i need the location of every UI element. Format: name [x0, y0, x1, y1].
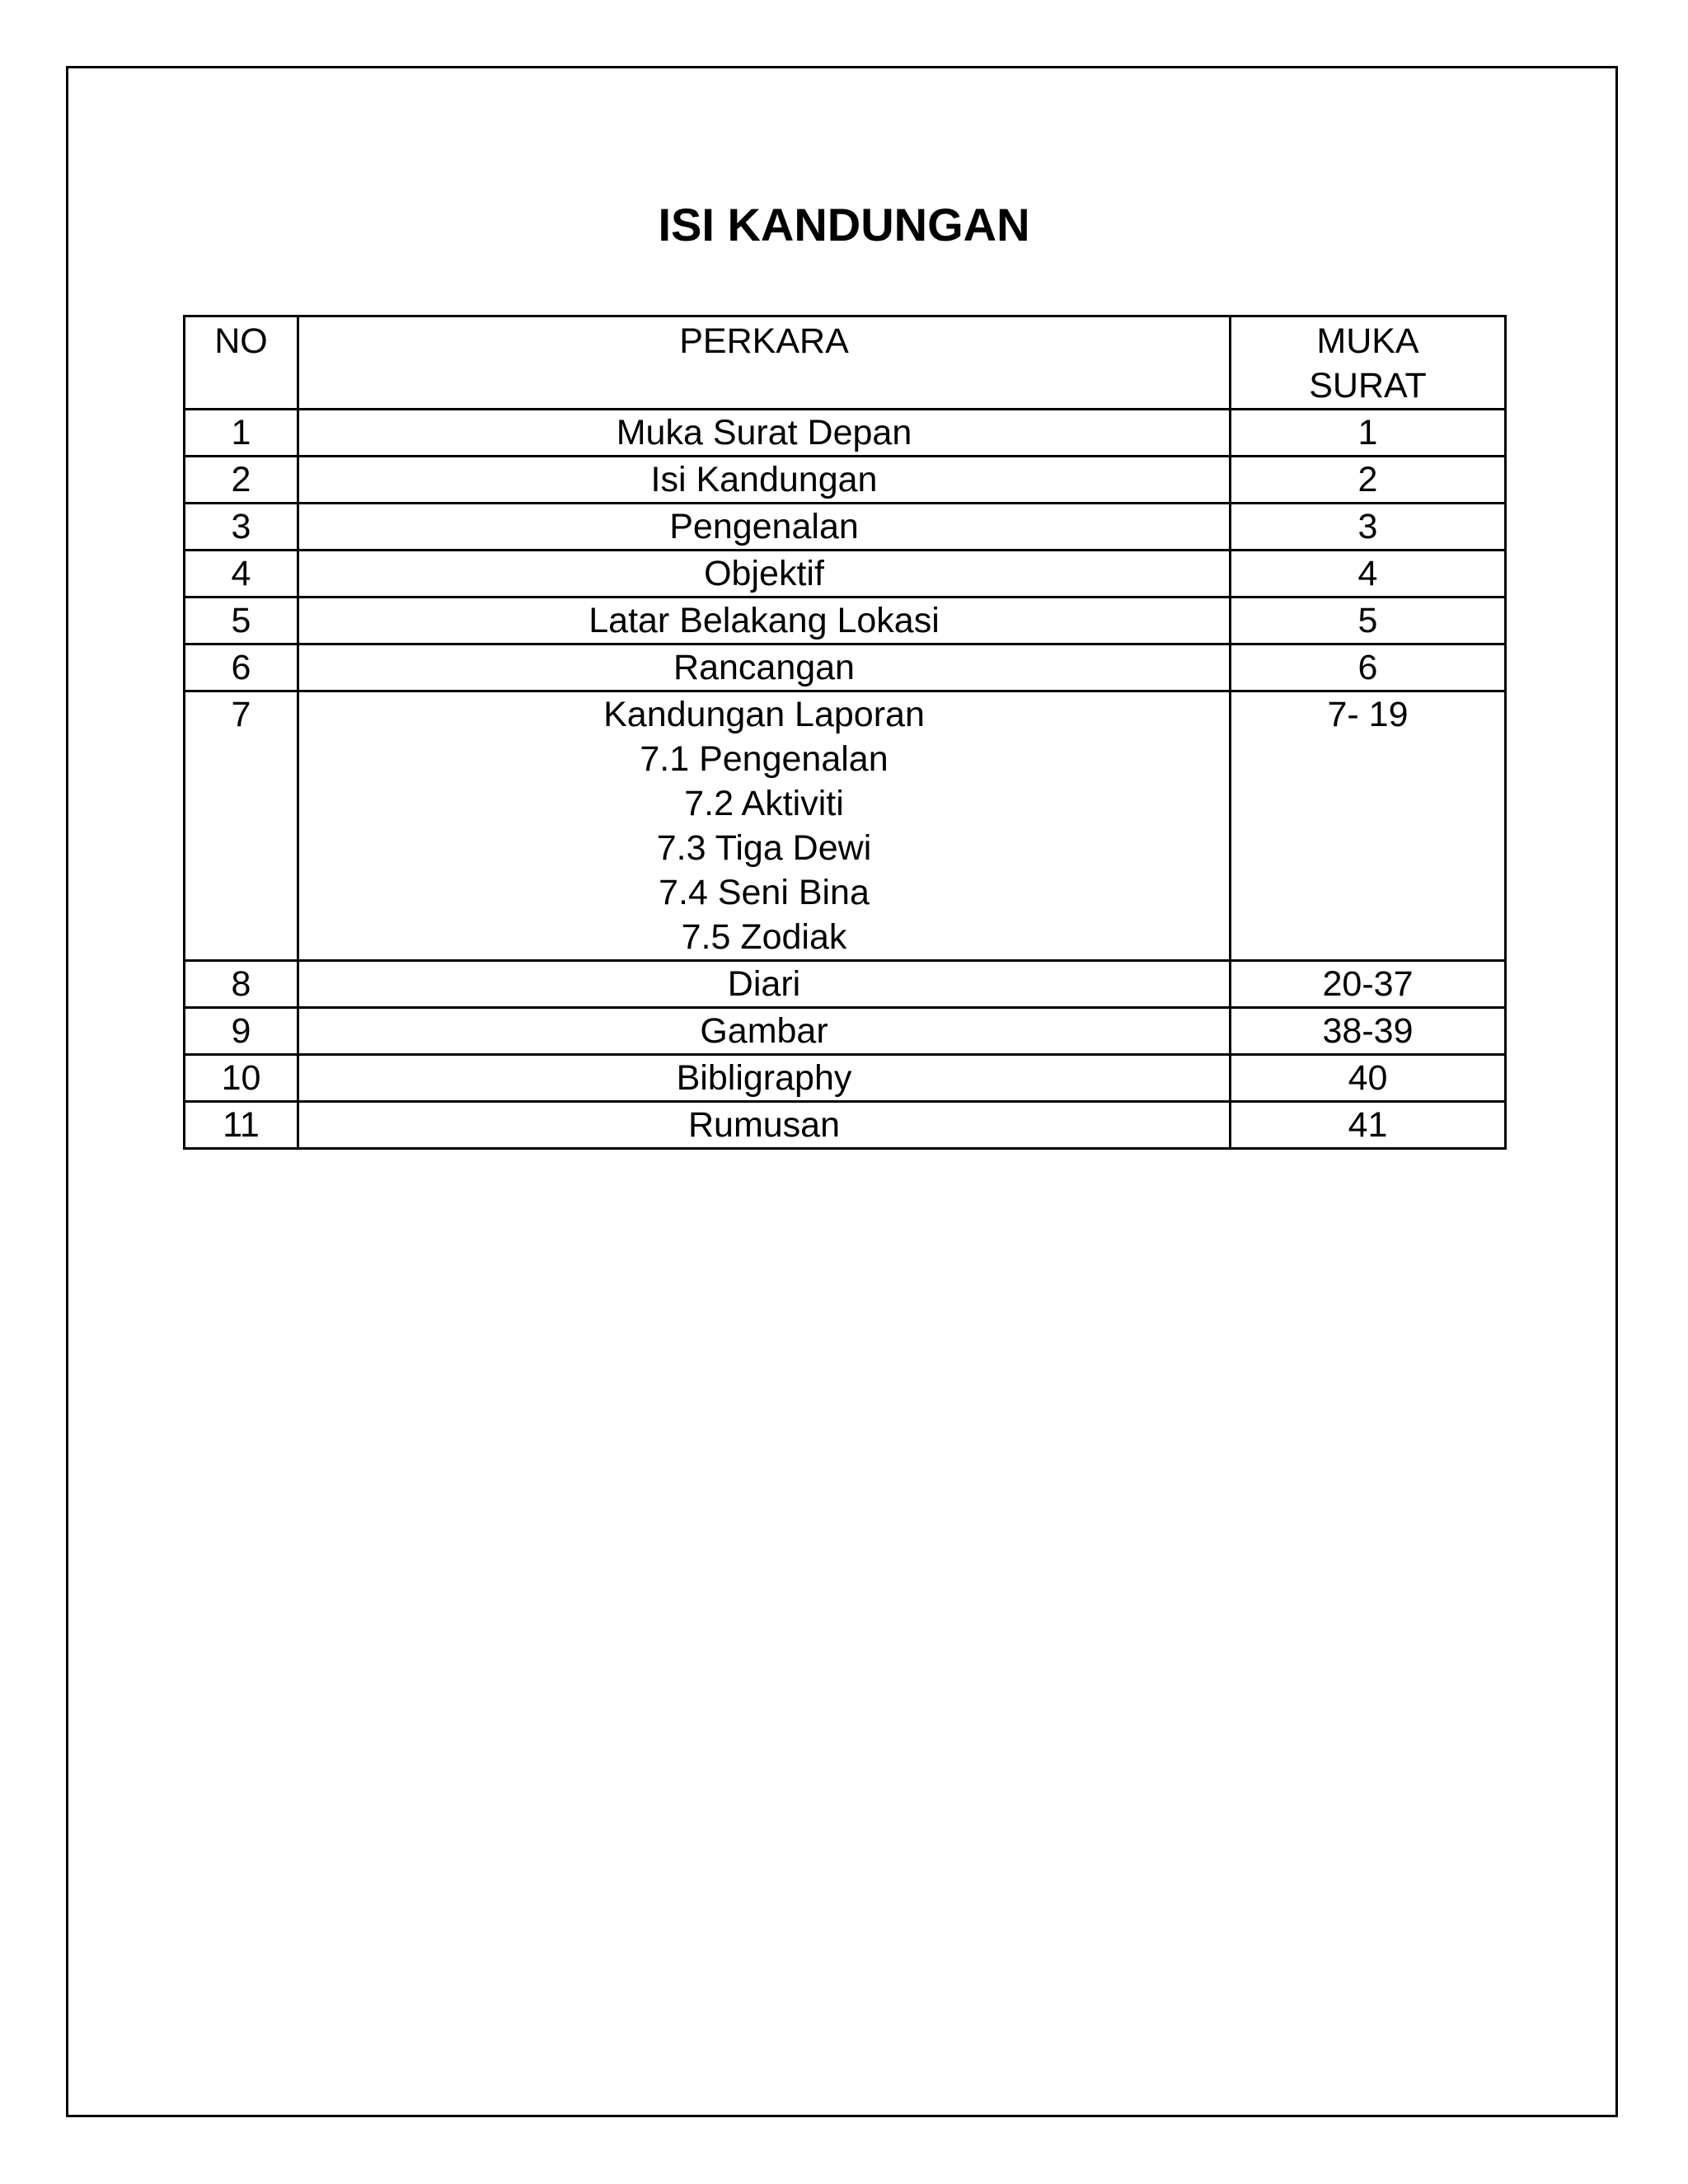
row-subitem: 7.1 Pengenalan	[640, 739, 889, 779]
row-item: Bibligraphy	[298, 1055, 1231, 1102]
row-item	[298, 691, 1231, 961]
table-row	[185, 410, 1506, 457]
row-item: Latar Belakang Lokasi	[298, 598, 1231, 644]
row-page: 2	[1231, 457, 1506, 504]
row-no: 8	[185, 961, 298, 1008]
table-row	[185, 691, 1506, 961]
row-no: 11	[185, 1102, 298, 1149]
page-title: ISI KANDUNGAN	[658, 199, 1030, 251]
row-page: 41	[1231, 1102, 1506, 1149]
row-no: 5	[185, 598, 298, 644]
row-page: 40	[1231, 1055, 1506, 1102]
row-item: Rumusan	[298, 1102, 1231, 1149]
table-row	[185, 504, 1506, 551]
header-no: NO	[185, 316, 298, 410]
table-row	[185, 1055, 1506, 1102]
header-item: PERKARA	[298, 316, 1231, 410]
row-item-title: Kandungan Laporan	[603, 695, 925, 734]
row-page: 7- 19	[1231, 691, 1506, 961]
row-no: 7	[185, 691, 298, 961]
row-item: Pengenalan	[298, 504, 1231, 551]
row-no: 6	[185, 644, 298, 691]
row-page: 4	[1231, 551, 1506, 598]
table-row	[185, 644, 1506, 691]
table-row	[185, 1008, 1506, 1055]
header-page	[1231, 316, 1506, 410]
table-row	[185, 1102, 1506, 1149]
row-page: 6	[1231, 644, 1506, 691]
row-no: 2	[185, 457, 298, 504]
row-item: Objektif	[298, 551, 1231, 598]
row-page: 5	[1231, 598, 1506, 644]
row-subitem: 7.2 Aktiviti	[684, 784, 844, 823]
row-item: Muka Surat Depan	[298, 410, 1231, 457]
row-page: 20-37	[1231, 961, 1506, 1008]
table-of-contents	[183, 315, 1507, 1150]
row-subitem: 7.4 Seni Bina	[659, 873, 870, 912]
table-row	[185, 551, 1506, 598]
row-no: 1	[185, 410, 298, 457]
row-no: 4	[185, 551, 298, 598]
table-header-row	[185, 316, 1506, 410]
table-row	[185, 457, 1506, 504]
row-subitem: 7.5 Zodiak	[681, 917, 847, 957]
header-page-line1: MUKA	[1316, 321, 1419, 361]
row-subitem: 7.3 Tiga Dewi	[656, 828, 872, 868]
row-page: 3	[1231, 504, 1506, 551]
row-item: Diari	[298, 961, 1231, 1008]
row-item: Gambar	[298, 1008, 1231, 1055]
row-no: 9	[185, 1008, 298, 1055]
table-row	[185, 598, 1506, 644]
row-page: 38-39	[1231, 1008, 1506, 1055]
row-item: Isi Kandungan	[298, 457, 1231, 504]
row-no: 10	[185, 1055, 298, 1102]
row-item: Rancangan	[298, 644, 1231, 691]
header-page-line2: SURAT	[1309, 366, 1427, 405]
row-no: 3	[185, 504, 298, 551]
row-page: 1	[1231, 410, 1506, 457]
table-row	[185, 961, 1506, 1008]
